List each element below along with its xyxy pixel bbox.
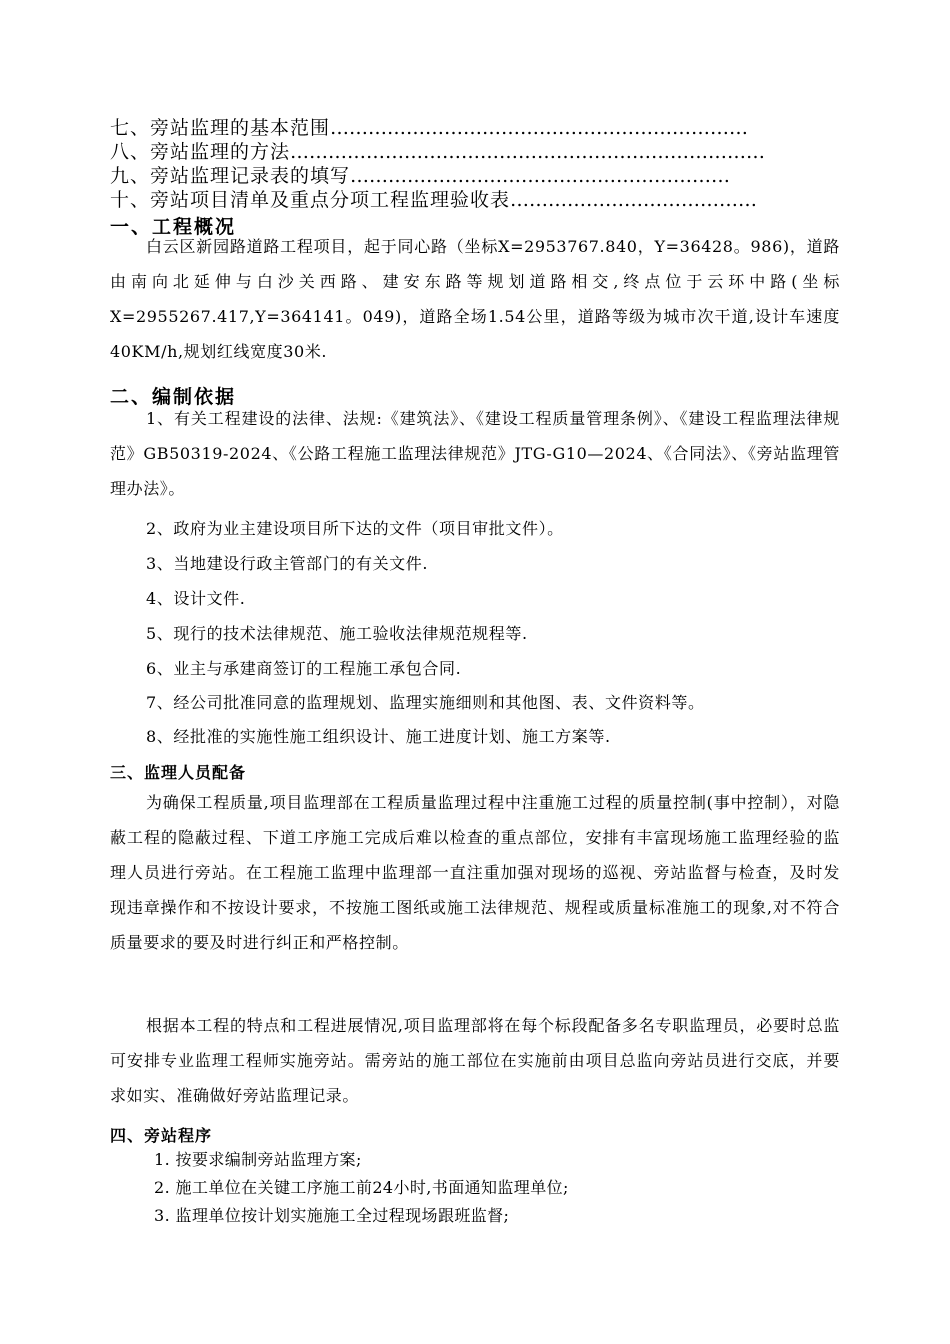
toc-line <box>110 140 765 164</box>
list-item: 3、当地建设行政主管部门的有关文件. <box>146 554 429 573</box>
list-item: 7、经公司批准同意的监理规划、监理实施细则和其他图、表、文件资料等。 <box>146 693 705 712</box>
list-item: 2、政府为业主建设项目所下达的文件（项目审批文件）。 <box>146 519 564 538</box>
list-item: 4、设计文件. <box>146 589 246 608</box>
section-heading: 一、工程概况 <box>110 216 237 238</box>
toc-line <box>110 116 748 140</box>
toc-leader: ………………………………… <box>510 189 758 211</box>
section-paragraph: 为确保工程质量,项目监理部在工程质量监理过程中注重施工过程的质量控制(事中控制），对隐蔽工程的隐蔽过程、下道工序施工完成后难以检查的重点部位，安排有丰富现场施工监理经验的监理人员进行旁站。在工程施工监理中监理部一直注重加强对现场的巡视、旁站监督与检查，及时发现违章操作和不按设计要求，不按施工图纸或施工法律规范、规程或质量标准施工的现象,对不符合质量要求的要及时进行纠正和严格控制。 <box>110 793 840 952</box>
list-item: 1. 按要求编制旁站监理方案; <box>154 1150 362 1169</box>
toc-label: 九、旁站监理记录表的填写 <box>110 165 351 187</box>
section-heading: 三、监理人员配备 <box>110 763 247 782</box>
section-paragraph: 根据本工程的特点和工程进展情况,项目监理部将在每个标段配备多名专职监理员，必要时总监可安排专业监理工程师实施旁站。需旁站的施工部位在实施前由项目总监向旁站员进行交底，并要求如实、准确做好旁站监理记录。 <box>110 1016 840 1105</box>
toc-line <box>110 188 757 212</box>
section-heading: 四、旁站程序 <box>110 1126 213 1145</box>
toc-label: 八、旁站监理的方法 <box>110 141 291 163</box>
toc-label: 十、旁站项目清单及重点分项工程监理验收表 <box>110 189 511 211</box>
list-item: 8、经批准的实施性施工组织设计、施工进度计划、施工方案等. <box>146 727 611 746</box>
list-item: 6、业主与承建商签订的工程施工承包合同. <box>146 659 462 678</box>
toc-leader: ………………………………………………………………… <box>290 141 766 163</box>
toc-line <box>110 164 730 188</box>
list-item: 5、现行的技术法律规范、施工验收法律规范规程等. <box>146 624 528 643</box>
toc-label: 七、旁站监理的基本范围 <box>110 117 331 139</box>
list-item: 2. 施工单位在关键工序施工前24小时,书面通知监理单位; <box>154 1178 569 1197</box>
list-item: 3. 监理单位按计划实施施工全过程现场跟班监督; <box>154 1206 510 1225</box>
section-paragraph: 白云区新园路道路工程项目，起于同心路（坐标X=2953767.840，Y=36428。986)，道路由南向北延伸与白沙关西路、建安东路等规划道路相交,终点位于云环中路(坐标X=2955267.417,Y=364141。049)，道路全场1.54公里，道路等级为城市次干道,设计车速度40KM/h,规划红线宽度30米. <box>110 237 840 361</box>
toc-leader: …………………………………………………… <box>350 165 731 187</box>
section-heading: 二、编制依据 <box>110 386 237 408</box>
list-item: 1、有关工程建设的法律、法规:《建筑法》、《建设工程质量管理条例》、《建设工程监理法律规范》GB50319-2024、《公路工程施工监理法律规范》JTG-G10—2024、《合同法》、《旁站监理管理办法》。 <box>110 409 840 498</box>
toc-leader: ………………………………………………………… <box>330 117 749 139</box>
